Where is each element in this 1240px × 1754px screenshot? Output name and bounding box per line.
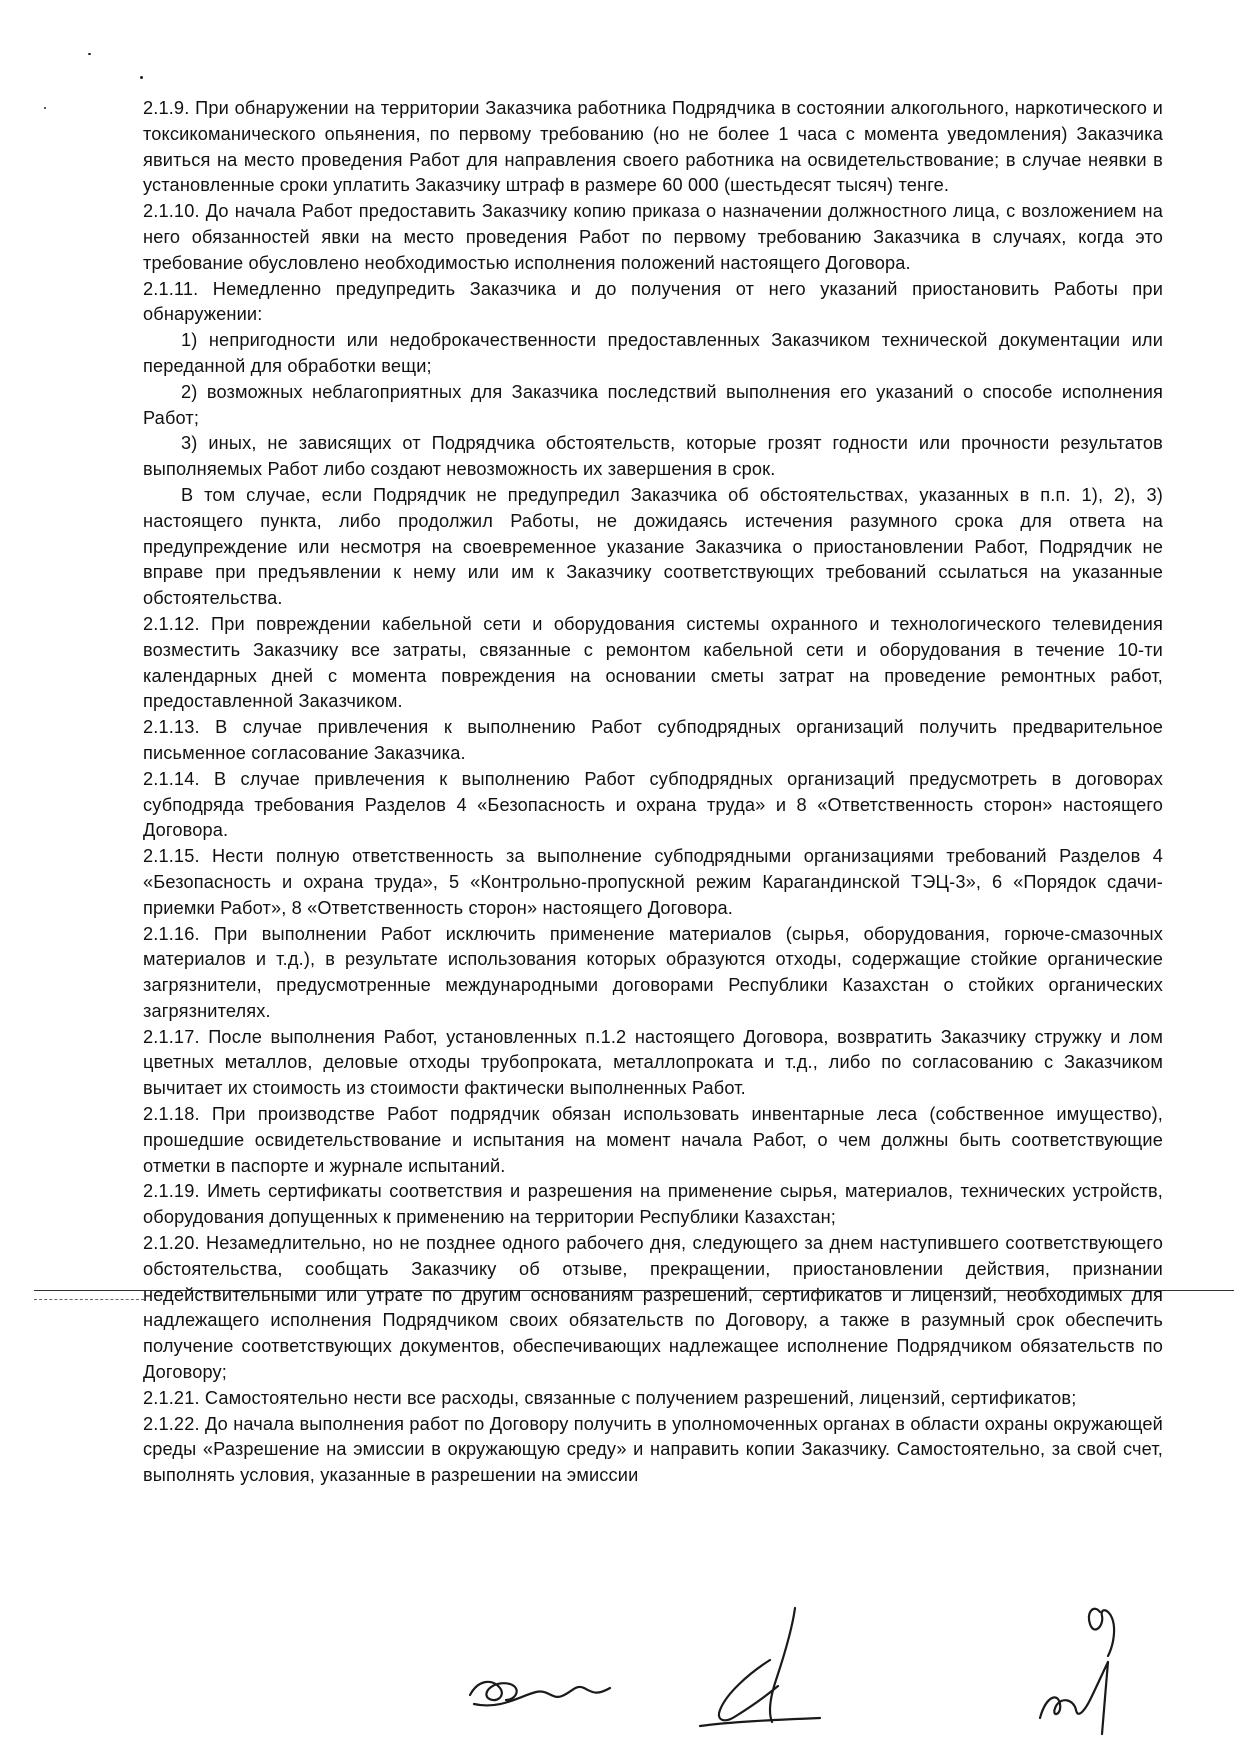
scan-fold-line [34, 1290, 1234, 1291]
clause-2-1-14: 2.1.14. В случае привлечения к выполнению Работ субподрядных организаций предусмотреть в договорах субподряда требования Разделов 4 «Безопасность и охрана труда» и 8 «Ответственность сторон» настоящего Договора. [143, 768, 1163, 841]
signature-right [1040, 1609, 1114, 1734]
clause-2-1-17: 2.1.17. После выполнения Работ, установленных п.1.2 настоящего Договора, возвратить Заказчику стружку и лом цветных металлов, деловые отходы трубопроката, металлопроката и т.д., либо по согласованию с Заказчиком вычитает их стоимость из стоимости фактически выполненных Работ. [143, 1026, 1163, 1099]
clause-2-1-22: 2.1.22. До начала выполнения работ по Договору получить в уполномоченных органах в области охраны окружающей среды «Разрешение на эмиссии в окружающую среду» и направить копии Заказчику. Самостоятельно, за свой счет, выполнять условия, указанные в разрешении на эмиссии [143, 1413, 1163, 1486]
clause-2-1-15: 2.1.15. Нести полную ответственность за выполнение субподрядными организациями требований Разделов 4 «Безопасность и охрана труда», 5 «Контрольно-пропускной режим Карагандинской ТЭЦ-3», 6 «Порядок сдачи-приемки Работ», 8 «Ответственность сторон» настоящего Договора. [143, 846, 1163, 918]
clause-2-1-19: 2.1.19. Иметь сертификаты соответствия и разрешения на применение сырья, материалов, технических устройств, оборудования допущенных к применению на территории Республики Казахстан; [143, 1181, 1163, 1228]
clause-2-1-13: 2.1.13. В случае привлечения к выполнению Работ субподрядных организаций получить предварительное письменное согласование Заказчика. [143, 717, 1163, 763]
clause-2-1-11-item-1: 1) непригодности или недоброкачественности предоставленных Заказчиком технической документации или переданной для обработки вещи; [143, 330, 1163, 376]
contract-text [143, 96, 1163, 1489]
clause-2-1-11-item-2: 2) возможных неблагоприятных для Заказчика последствий выполнения его указаний о способе исполнения Работ; [143, 381, 1163, 428]
signature-left [470, 1682, 610, 1706]
clause-2-1-20: 2.1.20. Незамедлительно, но не позднее одного рабочего дня, следующего за днем наступившего соответствующего обстоятельства, сообщать Заказчику об отзыве, прекращении, приостановлении действия, признании недействительными или утрате по другим основаниям разрешений, сертификатов и лицензий, необходимых для надлежащего исполнения Подрядчиком своих обязательств по Договору, а также в разумный срок обеспечить получение соответствующих документов, обеспечивающих надлежащее исполнение Подрядчиком обязательств по Договору; [143, 1233, 1163, 1383]
clause-2-1-11-item-3: 3) иных, не зависящих от Подрядчика обстоятельств, которые грозят годности или прочности результатов выполняемых Работ либо создают невозможность их завершения в срок. [143, 433, 1163, 480]
scan-speck [140, 76, 143, 79]
clause-2-1-12: 2.1.12. При повреждении кабельной сети и оборудования системы охранного и технологического телевидения возместить Заказчику все затраты, связанные с ремонтом кабельной сети и оборудования в течение 10-ти календарных дней с момента повреждения на основании сметы затрат на проведение ремонтных работ, предоставленной Заказчиком. [143, 613, 1163, 712]
scan-speck [44, 107, 46, 109]
clause-2-1-10: 2.1.10. До начала Работ предоставить Заказчику копию приказа о назначении должностного лица, с возложением на него обязанностей явки на место проведения Работ по первому требованию Заказчика в случаях, когда это требование обусловлено необходимостью исполнения положений настоящего Договора. [143, 201, 1163, 273]
signature-center [700, 1608, 820, 1726]
clause-2-1-16: 2.1.16. При выполнении Работ исключить применение материалов (сырья, оборудования, горюче-смазочных материалов и т.д.), в результате использования которых образуются отходы, содержащие стойкие органические загрязнители, предусмотренные международными договорами Республики Казахстан о стойких органических загрязнителях. [143, 923, 1163, 1021]
clause-2-1-11-note: В том случае, если Подрядчик не предупредил Заказчика об обстоятельствах, указанных в п.п. 1), 2), 3) настоящего пункта, либо продолжил Работы, не дожидаясь истечения разумного срока для ответа на предупреждение или несмотря на своевременное указание Заказчика о приостановлении Работ, Подрядчик не вправе при предъявлении к нему или им к Заказчику соответствующих требований ссылаться на указанные обстоятельства. [143, 484, 1163, 609]
clause-2-1-21: 2.1.21. Самостоятельно нести все расходы, связанные с получением разрешений, лицензий, сертификатов; [143, 1387, 1077, 1408]
clause-2-1-18: 2.1.18. При производстве Работ подрядчик обязан использовать инвентарные леса (собственное имущество), прошедшие освидетельствование и испытания на момент начала Работ, о чем должны быть соответствующие отметки в паспорте и журнале испытаний. [143, 1104, 1163, 1176]
clause-2-1-11: 2.1.11. Немедленно предупредить Заказчика и до получения от него указаний приостановить Работы при обнаружении: [143, 278, 1163, 325]
scan-speck [88, 53, 91, 55]
clause-2-1-9: 2.1.9. При обнаружении на территории Заказчика работника Подрядчика в состоянии алкогольного, наркотического и токсикоманического опьянения, по первому требованию (но не более 1 часа с момента уведомления) Заказчика явиться на место проведения Работ для направления своего работника на освидетельствование; в случае неявки в установленные сроки уплатить Заказчику штраф в размере 60 000 (шестьдесят тысяч) тенге. [143, 98, 1163, 196]
signatures [0, 1600, 1240, 1740]
scan-fold-dash [34, 1299, 144, 1300]
